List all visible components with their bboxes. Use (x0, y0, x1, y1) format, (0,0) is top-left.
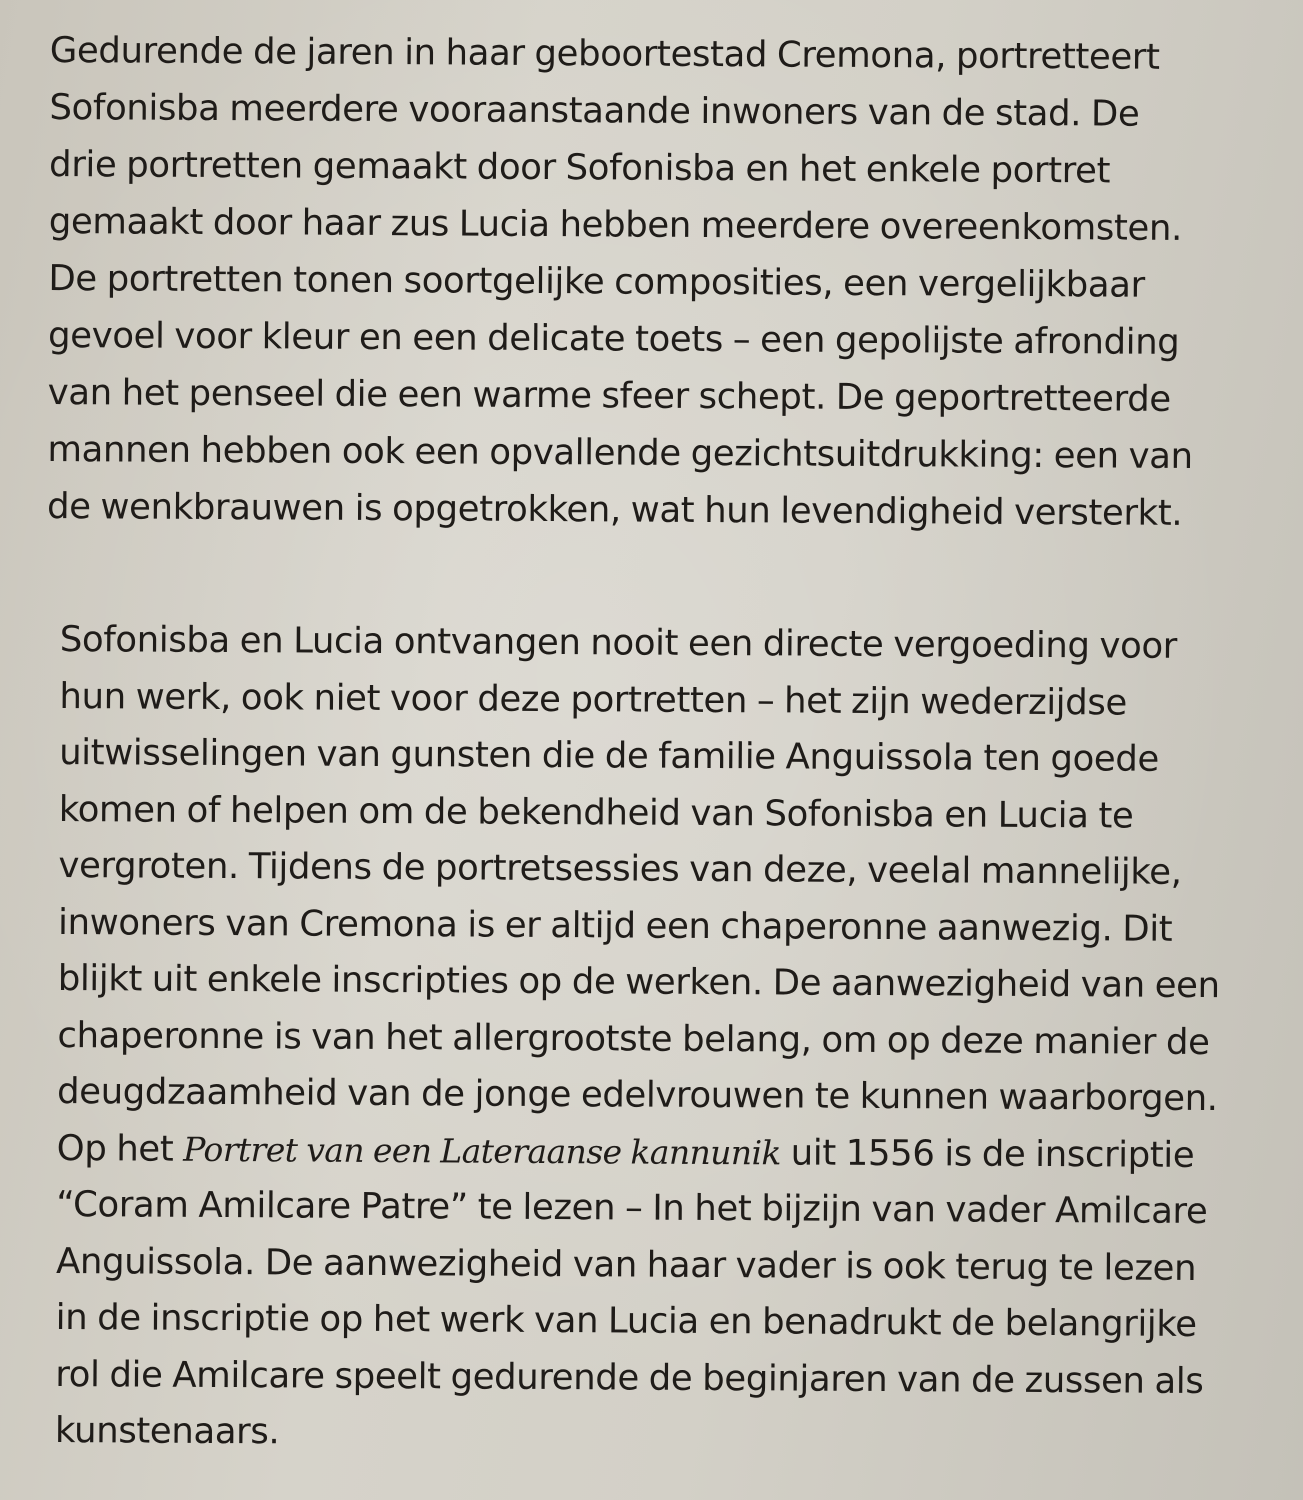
text-line: mannen hebben ook een opvallende gezichtsuitdrukking: een van (47, 428, 1193, 477)
text-line: gevoel voor kleur en een delicate toets – een gepolijste afronding (47, 314, 1180, 363)
text-line: van het penseel die een warme sfeer schept. De geportretteerde (47, 371, 1171, 420)
text-line: Sofonisba meerdere vooraanstaande inwoners van de stad. De (49, 86, 1140, 135)
text-line: komen of helpen om de bekendheid van Sofonisba en Lucia te (58, 788, 1134, 837)
text-line: chaperonne is van het allergrootste belang, om op deze manier de (57, 1014, 1210, 1063)
text-line: Anguissola. De aanwezigheid van haar vader is ook terug te lezen (55, 1240, 1197, 1289)
text-line: hun werk, ook niet voor deze portretten – het zijn wederzijdse (59, 675, 1128, 724)
paragraph-1 (47, 22, 1195, 542)
text-line: kunstenaars. (54, 1409, 280, 1453)
text-line: in de inscriptie op het werk van Lucia en benadrukt de belangrijke (55, 1296, 1197, 1345)
text-line: rol die Amilcare speelt gedurende de beginjaren van de zussen als (55, 1353, 1204, 1402)
text-line: blijkt uit enkele inscripties op de werken. De aanwezigheid van een (57, 957, 1220, 1007)
text-line: drie portretten gemaakt door Sofonisba en het enkele portret (49, 143, 1111, 192)
text-line: De portretten tonen soortgelijke composities, een vergelijkbaar (48, 257, 1145, 306)
text-line: inwoners van Cremona is er altijd een chaperonne aanwezig. Dit (57, 901, 1173, 950)
text-line: de wenkbrauwen is opgetrokken, wat hun levendigheid versterkt. (46, 485, 1183, 534)
text-segment: uit 1556 is de inscriptie (780, 1131, 1195, 1176)
paragraph-2 (55, 612, 1222, 1467)
text-line: “Coram Amilcare Patre” te lezen – In het bijzijn van vader Amilcare (56, 1183, 1208, 1233)
text-line: gemaakt door haar zus Lucia hebben meerdere overeenkomsten. (48, 200, 1183, 249)
text-line: uitwisselingen van gunsten die de familie Anguissola ten goede (59, 731, 1160, 780)
text-segment: Op het (56, 1127, 184, 1170)
text-line: Gedurende de jaren in haar geboortestad Cremona, portretteert (49, 29, 1160, 78)
text-line: vergroten. Tijdens de portretsessies van deze, veelal mannelijke, (58, 844, 1182, 893)
artwork-title: Portret van een Lateraanse kannunik (183, 1129, 781, 1172)
text-line: Sofonisba en Lucia ontvangen nooit een directe vergoeding voor (59, 618, 1178, 667)
text-line-with-title (57, 1120, 1219, 1184)
text-line: deugdzaamheid van de jonge edelvrouwen te kunnen waarborgen. (56, 1070, 1218, 1120)
